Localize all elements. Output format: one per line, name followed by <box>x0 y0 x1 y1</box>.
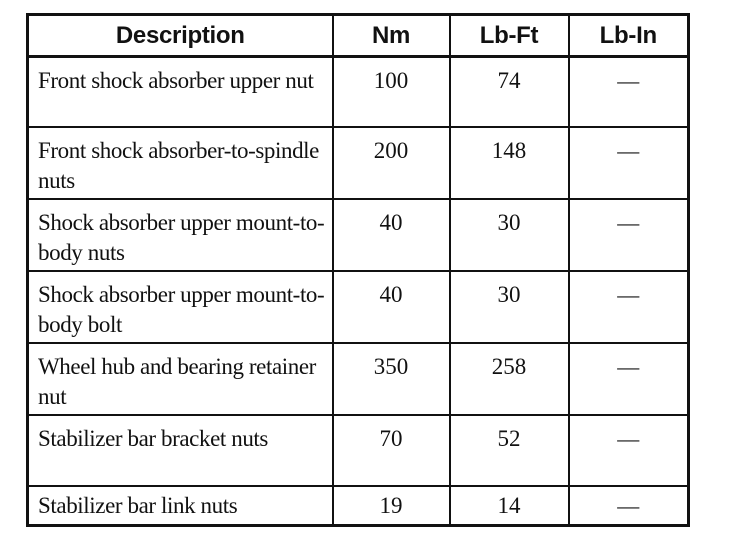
cell-nm: 350 <box>333 343 450 415</box>
header-nm: Nm <box>333 15 450 57</box>
cell-nm: 200 <box>333 127 450 199</box>
cell-lbin: — <box>569 127 689 199</box>
table-row <box>28 343 689 415</box>
cell-lbft: 258 <box>450 343 569 415</box>
cell-lbin: — <box>569 57 689 128</box>
header-lbin: Lb-In <box>569 15 689 57</box>
cell-description: Front shock absorber-to-spindle nuts <box>28 127 333 199</box>
cell-lbin: — <box>569 486 689 525</box>
cell-nm: 70 <box>333 415 450 486</box>
cell-nm: 40 <box>333 271 450 343</box>
table-row <box>28 127 689 199</box>
cell-nm: 100 <box>333 57 450 128</box>
cell-lbft: 148 <box>450 127 569 199</box>
table-row <box>28 271 689 343</box>
header-row <box>28 15 689 57</box>
cell-nm: 19 <box>333 486 450 525</box>
cell-description: Front shock absorber upper nut <box>28 57 333 128</box>
cell-description: Wheel hub and bearing retainer nut <box>28 343 333 415</box>
header-description: Description <box>28 15 333 57</box>
table-row <box>28 415 689 486</box>
cell-lbft: 14 <box>450 486 569 525</box>
cell-lbin: — <box>569 199 689 271</box>
cell-description: Stabilizer bar link nuts <box>28 486 333 525</box>
cell-lbin: — <box>569 343 689 415</box>
table-row <box>28 57 689 128</box>
cell-lbin: — <box>569 415 689 486</box>
table-header <box>28 15 689 57</box>
cell-lbft: 52 <box>450 415 569 486</box>
cell-lbft: 30 <box>450 271 569 343</box>
cell-nm: 40 <box>333 199 450 271</box>
cell-description: Stabilizer bar bracket nuts <box>28 415 333 486</box>
torque-spec-table <box>26 13 690 527</box>
header-lbft: Lb-Ft <box>450 15 569 57</box>
table-row <box>28 486 689 525</box>
cell-lbft: 74 <box>450 57 569 128</box>
table-row <box>28 199 689 271</box>
cell-lbin: — <box>569 271 689 343</box>
cell-lbft: 30 <box>450 199 569 271</box>
cell-description: Shock absorber upper mount-to-body bolt <box>28 271 333 343</box>
cell-description: Shock absorber upper mount-to-body nuts <box>28 199 333 271</box>
table-body <box>28 57 689 526</box>
